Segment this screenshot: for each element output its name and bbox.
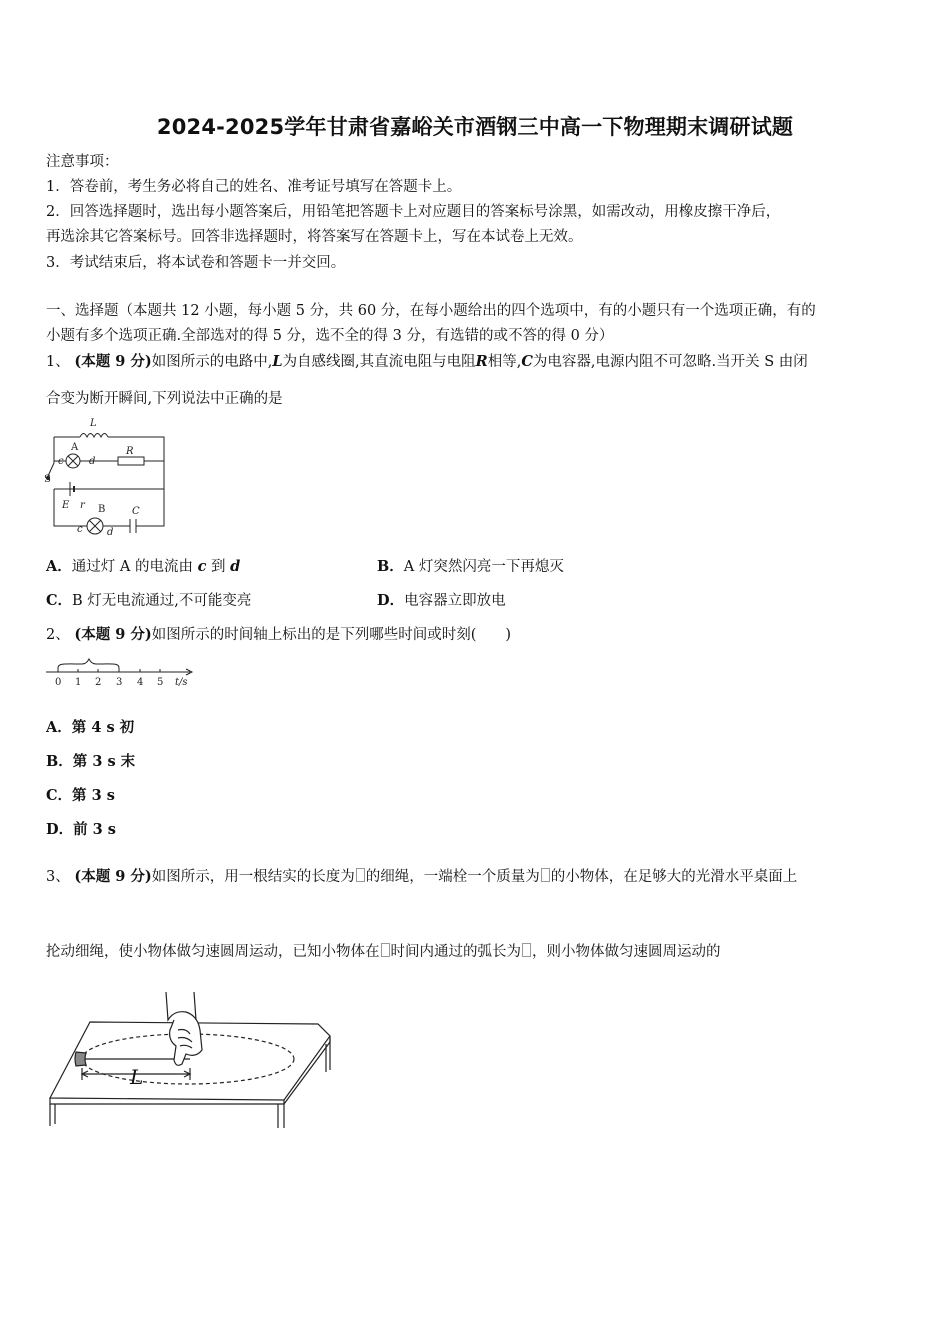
q2-option-d-label: D． (46, 821, 74, 838)
notice-item-2-cont: 再选涂其它答案标号。回答非选择题时，将答案写在答题卡上，写在本试卷上无效。 (46, 229, 583, 245)
q2-option-a-label: A． (46, 719, 72, 736)
hand (166, 992, 202, 1065)
q1-option-a-text: 通过灯 A 的电流由 (71, 559, 193, 575)
q2-option-d[interactable] (46, 820, 116, 840)
q2-stem-text: 如图所示的时间轴上标出的是下列哪些时间或时刻( ) (151, 627, 512, 643)
section-1-line-1: 一、选择题（本题共 12 小题，每小题 5 分，共 60 分，在每小题给出的四个选项中，有的小题只有一个选项正确，有的 (46, 303, 816, 319)
q2-option-a[interactable] (46, 718, 134, 738)
q1-option-a[interactable] (46, 557, 240, 577)
notice-heading: 注意事项： (46, 154, 119, 170)
axis-tick-4: 4 (137, 677, 144, 688)
q2-option-d-text: 前 3 s (73, 821, 116, 838)
q3-stem-a: 如图所示，用一根结实的长度为 (151, 869, 355, 885)
q1-option-b-text: A 灯突然闪亮一下再熄灭 (403, 559, 564, 575)
q1-option-d-text: 电容器立即放电 (404, 593, 506, 609)
q3-line2-b: 时间内通过的弧长为 (390, 944, 521, 960)
missing-formula-icon (522, 943, 531, 957)
q3-stem-line-2 (46, 942, 721, 962)
missing-formula-icon (356, 868, 365, 882)
q1-option-b-label: B． (377, 558, 404, 575)
table-leg-left (50, 1104, 55, 1126)
axis-unit: t/s (175, 677, 188, 688)
q1-option-c-text: B 灯无电流通过,不可能变亮 (72, 593, 252, 609)
axis-tick-5: 5 (157, 677, 164, 688)
inductor-coil (80, 434, 108, 438)
notice-item-3: 3．考试结束后，将本试卷和答题卡一并交回。 (46, 255, 346, 271)
time-brace (58, 659, 119, 668)
missing-formula-icon (381, 943, 390, 957)
axis-tick-1: 1 (75, 677, 82, 688)
q1-number: 1、 (46, 354, 70, 370)
q2-stem (46, 625, 511, 645)
q1-circuit-diagram (40, 414, 175, 539)
fig-label-R: R (126, 446, 134, 457)
fig-label-B: B (98, 504, 106, 515)
q1-symbol-R: R (475, 353, 488, 370)
fig-label-length: L (130, 1065, 144, 1089)
q1-score: (本题 9 分) (74, 353, 152, 370)
q3-table-figure (46, 990, 336, 1132)
q1-option-a-mid: 到 (211, 559, 226, 575)
q3-score: (本题 9 分) (74, 868, 152, 885)
fig-label-c2: c (77, 524, 83, 535)
q1-option-b[interactable] (377, 557, 564, 577)
fig-label-C: C (132, 506, 140, 517)
q1-stem-line-2: 合变为断开瞬间,下列说法中正确的是 (46, 391, 283, 407)
fig-label-S: S (44, 474, 51, 485)
q2-timeline-diagram (44, 658, 194, 690)
notice-item-1: 1．答卷前，考生务必将自己的姓名、准考证号填写在答题卡上。 (46, 179, 462, 195)
q2-option-b[interactable] (46, 752, 135, 772)
q3-line2-a: 抡动细绳，使小物体做匀速圆周运动，已知小物体在 (46, 944, 380, 960)
q1-symbol-L: L (272, 353, 283, 370)
axis-tick-0: 0 (55, 677, 62, 688)
fig-label-d2: d (107, 527, 114, 538)
q2-option-c-label: C． (46, 787, 73, 804)
q1-stem-a: 如图所示的电路中, (151, 354, 273, 370)
resistor-r (118, 457, 144, 465)
q1-option-a-d: d (230, 558, 241, 575)
q2-score: (本题 9 分) (74, 626, 152, 643)
q3-number: 3、 (46, 869, 70, 885)
capacitor-c (130, 519, 136, 533)
q3-stem-b: 的细绳，一端栓一个质量为 (365, 869, 540, 885)
q1-option-a-label: A． (46, 558, 72, 575)
axis-tick-2: 2 (95, 677, 102, 688)
fig-label-L: L (90, 418, 97, 429)
q1-option-d[interactable] (377, 591, 506, 611)
small-object (75, 1052, 86, 1066)
table-leg-back (326, 1038, 330, 1072)
notice-item-2: 2．回答选择题时，选出每小题答案后，用铅笔把答题卡上对应题目的答案标号涂黑，如需改动，用橡皮擦干净后， (46, 204, 781, 220)
missing-formula-icon (541, 868, 550, 882)
axis-tick-3: 3 (116, 677, 123, 688)
q1-option-c-label: C． (46, 592, 73, 609)
fig-label-A: A (71, 442, 79, 453)
q3-stem-c: 的小物体，在足够大的光滑水平桌面上 (550, 869, 798, 885)
q1-stem-d: 为电容器,电源内阻不可忽略.当开关 S 由闭 (532, 354, 808, 370)
q3-stem (46, 867, 797, 887)
q1-option-c[interactable] (46, 591, 251, 611)
fig-label-E: E (62, 500, 70, 511)
q3-line2-c: ，则小物体做匀速圆周运动的 (532, 944, 721, 960)
q2-option-a-text: 第 4 s 初 (71, 719, 135, 736)
fig-label-c: c (58, 456, 64, 467)
q2-option-c[interactable] (46, 786, 115, 806)
q1-symbol-C: C (521, 353, 533, 370)
q2-option-b-label: B． (46, 753, 73, 770)
q2-option-b-text: 第 3 s 末 (72, 753, 136, 770)
page-title: 2024-2025学年甘肃省嘉峪关市酒钢三中高一下物理期末调研试题 (156, 115, 794, 139)
fig-label-d: d (89, 456, 96, 467)
q1-stem-c: 相等, (487, 354, 522, 370)
fig-label-r: r (80, 500, 85, 511)
table-leg-right (278, 1104, 284, 1128)
q2-option-c-text: 第 3 s (72, 787, 115, 804)
q2-number: 2、 (46, 627, 70, 643)
section-1-line-2: 小题有多个选项正确.全部选对的得 5 分，选不全的得 3 分，有选错的或不答的得 0 分） (46, 328, 614, 344)
q1-option-a-c: c (197, 558, 207, 575)
q1-option-d-label: D． (377, 592, 405, 609)
q1-stem-b: 为自感线圈,其直流电阻与电阻 (282, 354, 476, 370)
q1-stem (46, 352, 808, 372)
